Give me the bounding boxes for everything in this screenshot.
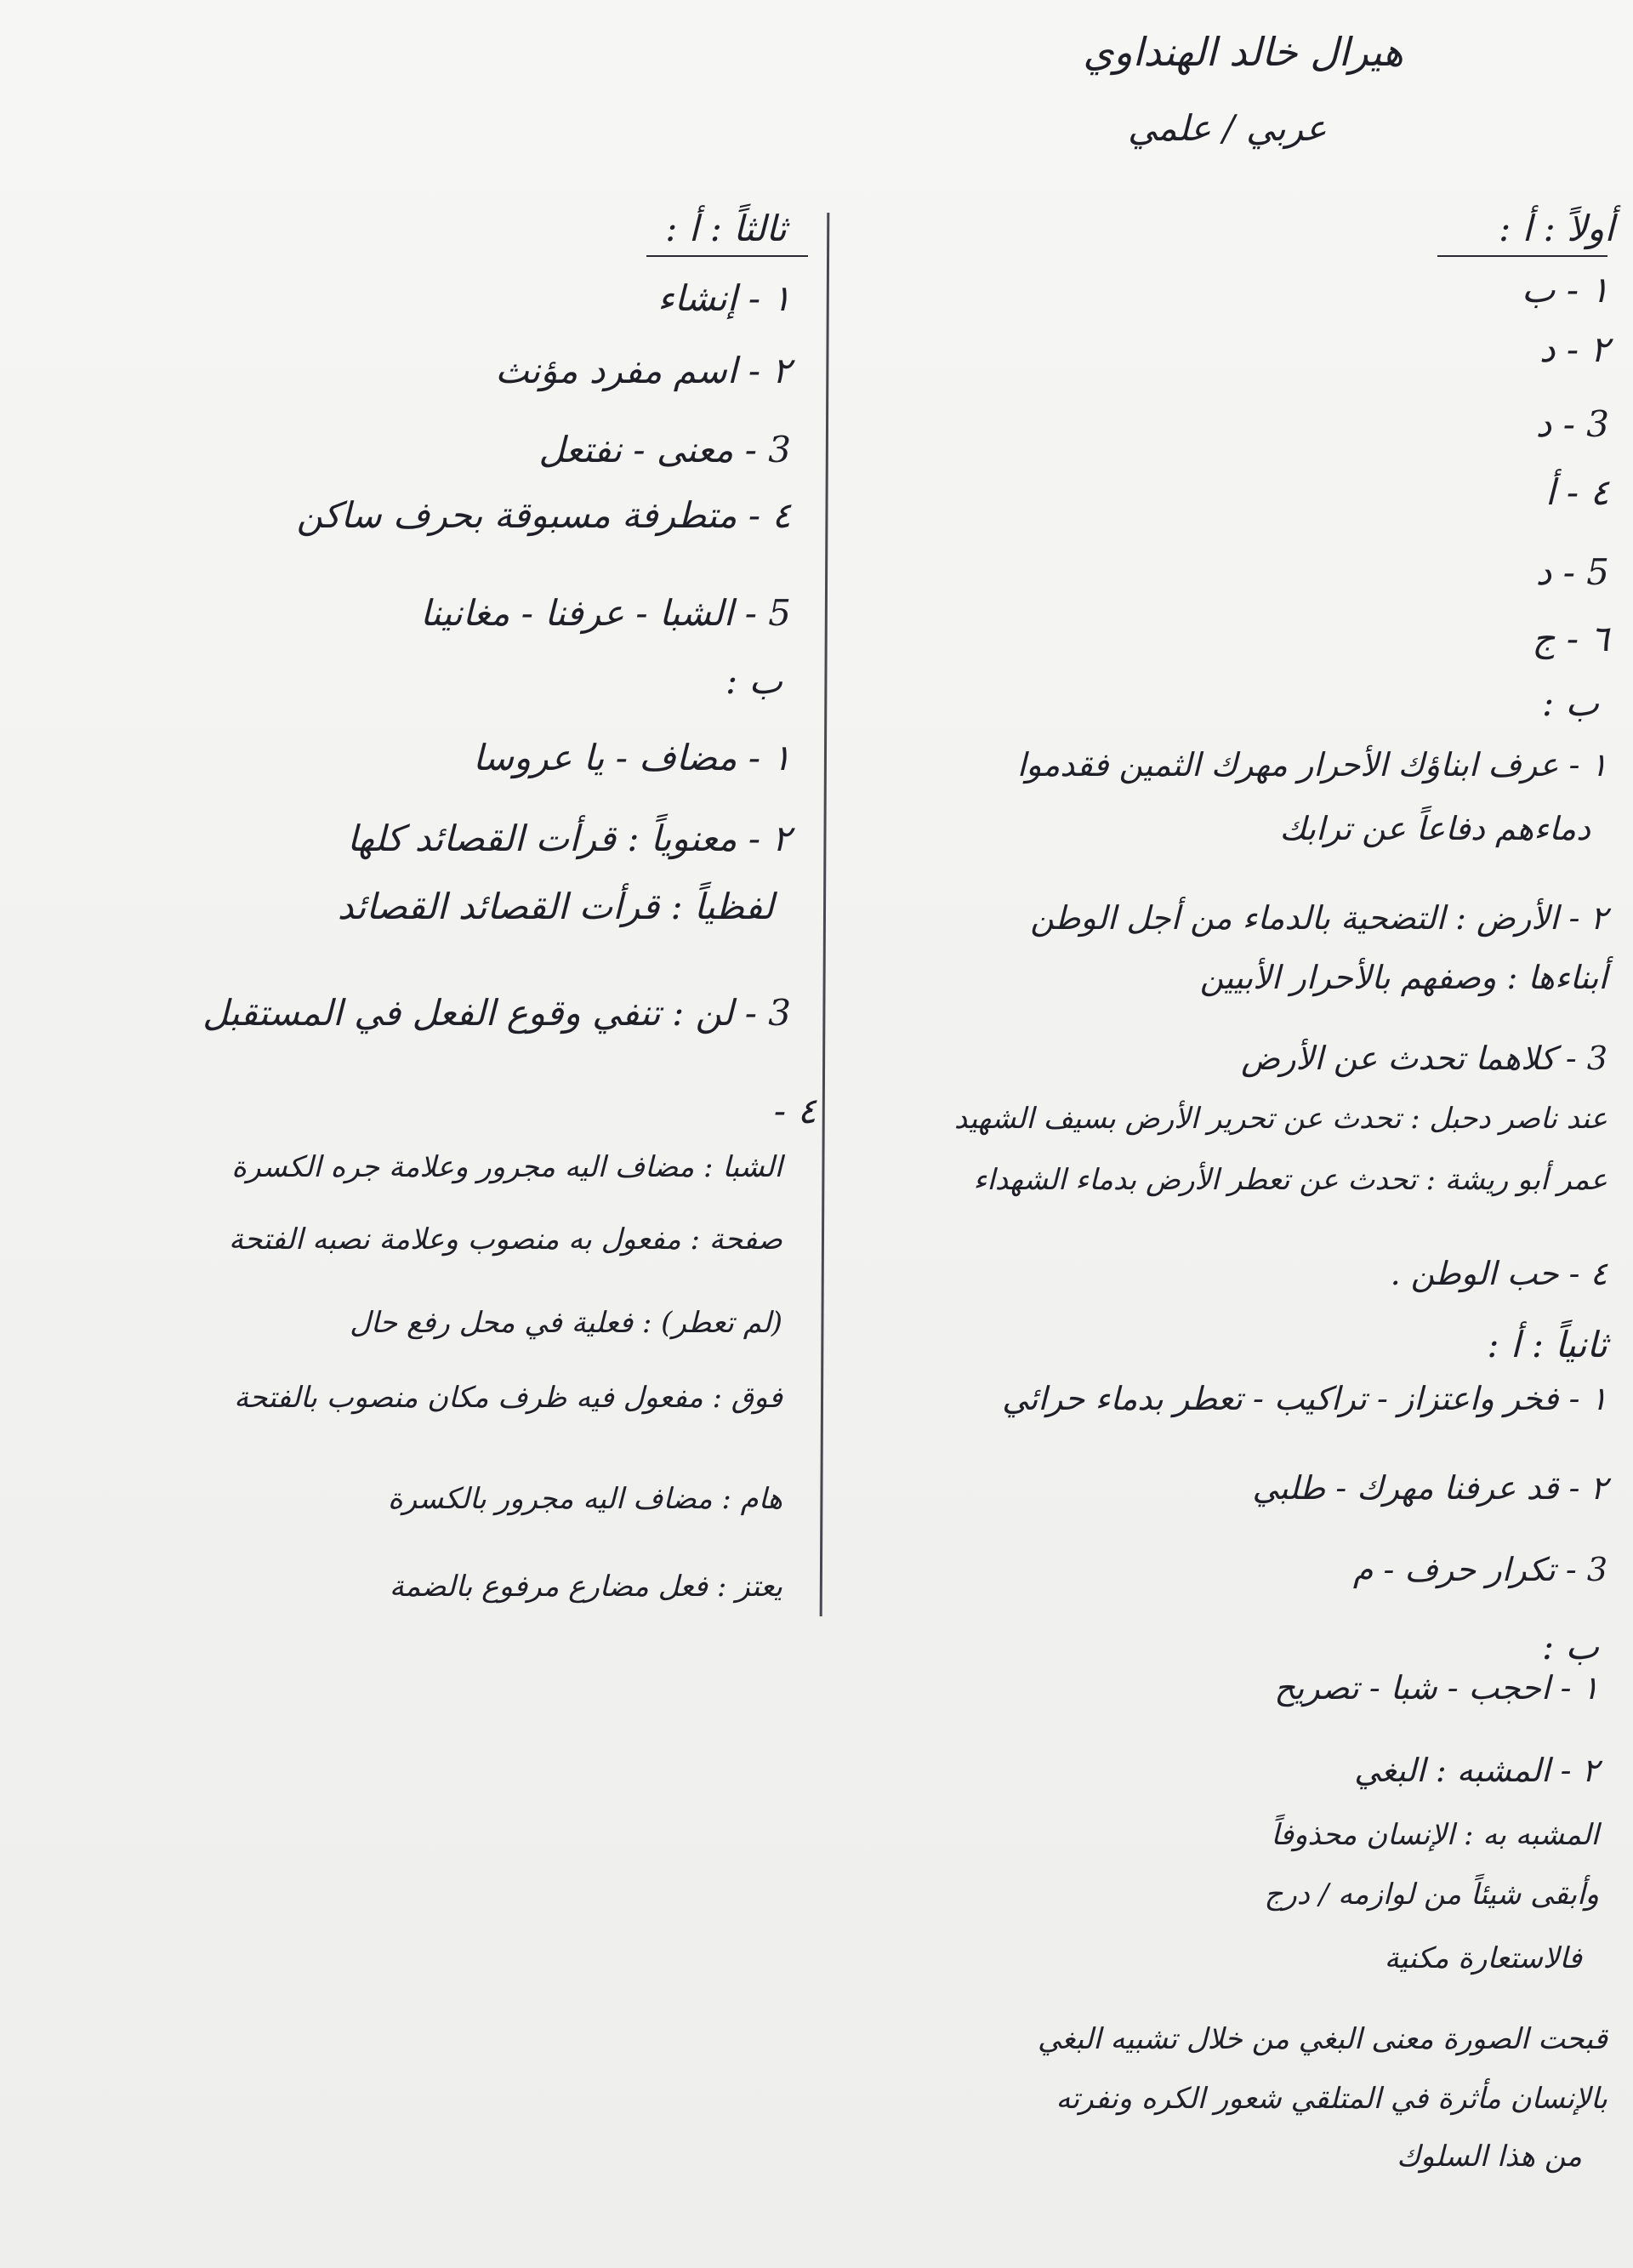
right-answer-b1-line1: ١ - عرف ابناؤك الأحرار مهرك الثمين فقدموا [1016,746,1607,784]
right-mcq-3: 3 - د [1535,403,1609,445]
right-mcq-1: ١ - ب [1522,269,1609,311]
right-mcq-5: 5 - د [1535,551,1609,593]
right-section-2-heading: ثانياً : أ : [1487,1324,1607,1365]
right-paragraph-line2: بالإنسان مأثرة في المتلقي شعور الكره ونفرته [1055,2082,1607,2116]
left-answer-a5: 5 - الشبا - عرفنا - مغانينا [420,592,791,634]
right-section-2b-heading: ب : [1541,1626,1599,1667]
right-section-1-heading: أولاً : أ : [1499,208,1614,249]
heading-underline [1437,255,1607,257]
right-answer-s2a1: ١ - فخر واعتزاز - تراكيب - تعطر بدماء حرائي [1002,1380,1607,1417]
right-answer-b3-line2: عند ناصر دحبل : تحدث عن تحرير الأرض بسيف الشهيد [953,1102,1607,1136]
right-mcq-6: ٦ - ج [1532,618,1609,659]
right-answer-b1-line2: دماءهم دفاعاً عن ترابك [1279,810,1590,847]
right-answer-s2b4: وأبقى شيئاً من لوازمه / درج [1264,1878,1599,1912]
left-answer-a1: ١ - إنشاء [657,277,791,319]
left-answer-a3: 3 - معنى - نفتعل [538,429,791,470]
right-answer-b3-line3: عمر أبو ريشة : تحدث عن تعطر الأرض بدماء الشهداء [973,1163,1607,1197]
left-parse-4: فوق : مفعول فيه ظرف مكان منصوب بالفتحة [234,1381,782,1415]
student-section: عربي / علمي [1127,107,1327,149]
right-mcq-4: ٤ - أ [1545,471,1609,513]
left-answer-b3: 3 - لن : تنفي وقوع الفعل في المستقبل [202,992,791,1034]
right-section-1b-heading: ب : [1541,682,1599,724]
left-parse-3: (لم تعطر) : فعلية في محل رفع حال [350,1306,782,1340]
left-parse-1: الشبا : مضاف اليه مجرور وعلامة جره الكسرة [231,1150,782,1184]
left-parse-6: يعتز : فعل مضارع مرفوع بالضمة [389,1570,782,1604]
column-divider [820,213,830,1616]
right-answer-s2b1: ١ - احجب - شبا - تصريح [1274,1669,1599,1707]
left-parse-5: هام : مضاف اليه مجرور بالكسرة [387,1482,782,1516]
right-answer-b4: ٤ - حب الوطن . [1390,1255,1607,1292]
left-answer-b1: ١ - مضاف - يا عروسا [473,737,791,778]
left-section-b-heading: ب : [725,660,782,702]
left-answer-b2-lafzi: لفظياً : قرأت القصائد القصائد [337,886,774,927]
left-section-4-number: ٤ - [773,1090,816,1131]
left-answer-a4: ٤ - متطرفة مسبوقة بحرف ساكن [296,494,791,536]
right-answer-b2-line2: أبناءها : وصفهم بالأحرار الأبيين [1199,959,1607,996]
right-answer-b2-line1: ٢ - الأرض : التضحية بالدماء من أجل الوطن [1030,899,1607,937]
right-answer-s2a2: ٢ - قد عرفنا مهرك - طلبي [1252,1469,1607,1507]
right-answer-s2b5: فالاستعارة مكنية [1384,1941,1582,1975]
student-name: هيرال خالد الهنداوي [1083,29,1403,75]
right-mcq-2: ٢ - د [1539,328,1609,370]
left-answer-a2: ٢ - اسم مفرد مؤنث [495,350,791,391]
left-section-3-heading: ثالثاً : أ : [665,208,787,249]
right-answer-s2a3: 3 - تكرار حرف - م [1352,1551,1607,1588]
right-answer-s2b2: ٢ - المشبه : البغي [1354,1752,1599,1789]
left-parse-2: صفحة : مفعول به منصوب وعلامة نصبه الفتحة [229,1222,782,1257]
right-paragraph-line1: قبحت الصورة معنى البغي من خلال تشبيه البغي [1037,2022,1607,2056]
right-paragraph-line3: من هذا السلوك [1397,2140,1582,2174]
right-answer-s2b3: المشبه به : الإنسان محذوفاً [1271,1818,1599,1852]
right-answer-b3-line1: 3 - كلاهما تحدث عن الأرض [1241,1040,1607,1077]
heading-underline [646,255,808,257]
left-answer-b2: ٢ - معنوياً : قرأت القصائد كلها [347,818,791,859]
